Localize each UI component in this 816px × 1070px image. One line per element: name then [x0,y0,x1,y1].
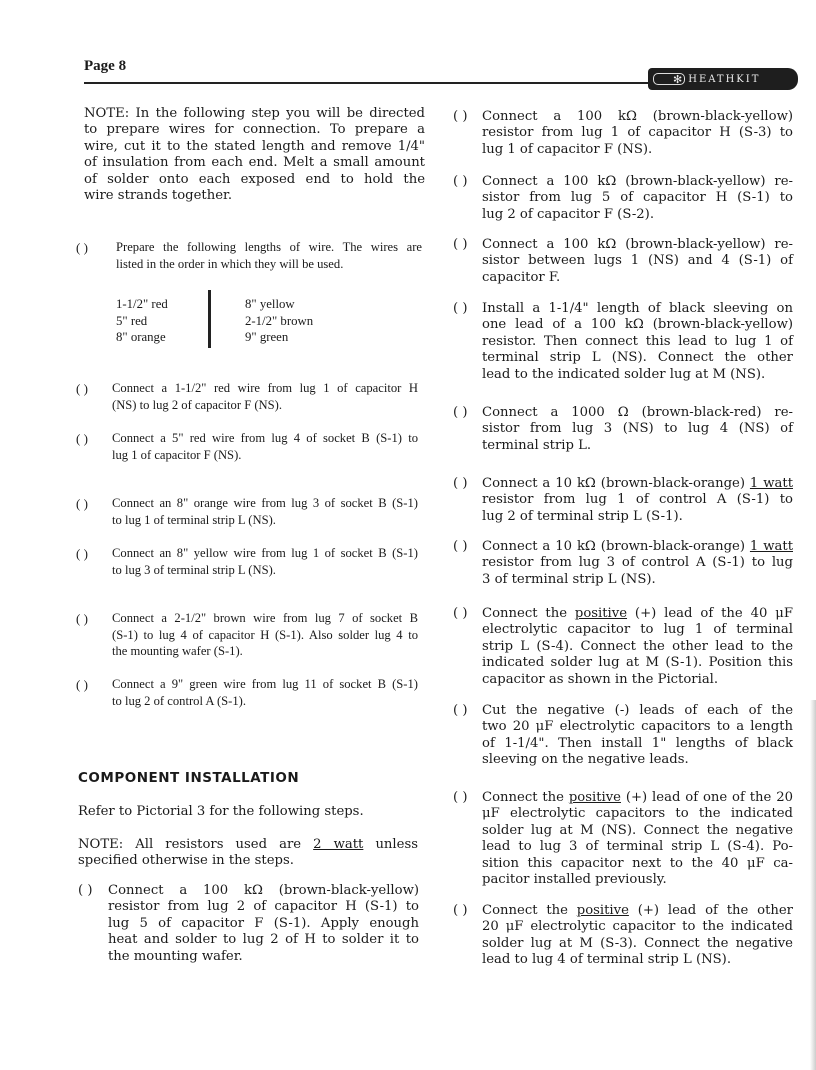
underlined-text: 2 watt [313,837,364,852]
text-run: Connect a 10 kΩ (brown-black-orange) [482,539,750,554]
refer-paragraph [78,804,418,820]
step-item [482,174,793,223]
step-item [482,790,793,888]
checkbox[interactable]: ( ) [453,703,468,718]
text-line [482,606,793,622]
text-line: specified otherwise in the steps. [78,853,294,869]
text-line: capacitor F. [482,269,561,285]
text-line: lead to lug 3 of terminal strip L (S-4). Po- [482,839,793,855]
checkbox[interactable]: ( ) [453,405,468,420]
text-line: the mounting wafer. [108,948,243,964]
text-line: 3 of terminal strip L (NS). [482,571,656,587]
text-line: 5" red [116,313,148,328]
checkbox[interactable]: ( ) [76,611,88,626]
text-line: Connect a 100 kΩ (brown-black-yellow) [108,883,419,898]
underlined-text: positive [568,790,621,805]
text-line: Cut the negative (-) leads of each of the [482,703,793,718]
wire-list-col1 [116,296,168,346]
text-line: Connect a 1-1/2" red wire from lug 1 of capacitor H [112,381,418,395]
text-line: resistor. Then connect this lead to lug 1 of [482,333,793,349]
step-item [482,109,793,158]
heathkit-logo [648,68,798,90]
text-line: Connect a 2-1/2" brown wire from lug 7 of socket B [112,611,418,625]
text-line: lug 1 of capacitor F (NS). [112,447,242,462]
text-line: NOTE: In the following step you will be directed [84,106,425,121]
text-line: Connect a 100 kΩ (brown-black-yellow) re- [482,174,793,189]
underlined-text: positive [574,606,628,621]
text-line: to lug 2 of control A (S-1). [112,693,246,708]
text-line: lug 2 of capacitor F (S-2). [482,206,655,222]
text-line: sleeving on the negative leads. [482,752,689,768]
checkbox[interactable]: ( ) [78,883,93,898]
prepare-wires-step [116,239,422,272]
wire-list-divider [208,290,211,348]
text-line [482,539,793,555]
text-line: one lead of a 100 kΩ (brown-black-yellow) [482,317,793,333]
text-line: 1-1/2" red [116,297,168,311]
text-line: resistor from lug 3 of control A (S-1) to lug [482,555,793,571]
text-line: lead to the indicated solder lug at M (NS). [482,366,766,382]
text-line: (S-1) to lug 4 of capacitor H (S-1). Also solder lug 4 to [112,627,418,642]
text-line: Connect a 5" red wire from lug 4 of socket B (S-1) to [112,431,418,445]
step-item [482,903,793,969]
text-line: listed in the order in which they will be used. [116,256,344,271]
checkbox[interactable]: ( ) [453,109,468,124]
checkbox[interactable]: ( ) [453,606,468,621]
text-line: the mounting wafer (S-1). [112,644,243,658]
text-line: 2-1/2" brown [245,313,314,328]
text-line: Refer to Pictorial 3 for the following steps. [78,804,364,819]
checkbox[interactable]: ( ) [453,237,468,252]
step-item [482,476,793,525]
text-line: (NS) to lug 2 of capacitor F (NS). [112,397,282,412]
text-line: pacitor installed previously. [482,872,667,888]
text-line: resistor from lug 1 of capacitor H (S-3) to [482,125,793,141]
text-line: lead to lug 4 of terminal strip L (NS). [482,952,732,968]
checkbox[interactable]: ( ) [453,539,468,554]
text-line: 20 μF electrolytic capacitor to the indicated [482,919,793,935]
text-line: two 20 μF electrolytic capacitors to a length [482,719,793,735]
checkbox[interactable]: ( ) [453,476,468,491]
text-line: wire strands together. [84,188,233,204]
text-line: of 1-1/4". Then install 1" lengths of black [482,735,793,751]
text-line: sistor from lug 5 of capacitor H (S-1) to [482,190,793,206]
text-run: Connect the [482,790,569,805]
text-line: Connect a 100 kΩ (brown-black-yellow) [482,109,793,124]
text-run: (+) lead of one of the 20 [620,790,793,805]
checkbox[interactable]: ( ) [453,790,468,805]
checkbox[interactable]: ( ) [453,301,468,316]
text-line: solder lug at M (S-3). Connect the negative [482,935,793,951]
checkbox[interactable]: ( ) [453,174,468,189]
step-item [112,610,418,660]
text-line: resistor from lug 1 of control A (S-1) to [482,492,793,508]
text-line: Connect a 9" green wire from lug 11 of socket B (S-1) [112,677,418,691]
text-line: 9" green [245,330,289,344]
note-paragraph [84,106,425,204]
step-item [112,380,418,413]
text-line: indicated solder lug at M (S-1). Position this [482,655,793,671]
header-rule [84,82,650,84]
tube-icon [653,73,685,85]
brand-name: HEATHKIT [688,73,761,85]
step-item [482,606,793,688]
section-heading: COMPONENT INSTALLATION [78,770,300,786]
checkbox[interactable]: ( ) [76,496,88,511]
underlined-text: 1 watt [749,539,793,554]
atom-icon: ✻ [673,72,683,86]
text-run: unless [363,837,418,852]
text-run: Connect the [482,606,575,621]
step-item [112,495,418,528]
text-line: terminal strip L. [482,437,592,453]
checkbox[interactable]: ( ) [76,677,88,692]
text-line: Connect a 1000 Ω (brown-black-red) re- [482,405,793,420]
text-line: strip L (S-4). Connect the other lead to the [482,638,793,654]
text-line: Connect an 8" yellow wire from lug 1 of socket B (S-1) [112,546,418,560]
text-line: Install a 1-1/4" length of black sleeving on [482,301,793,316]
step-item [112,545,418,578]
step-item [112,430,418,463]
text-line: to lug 3 of terminal strip L (NS). [112,562,276,577]
text-line [78,837,418,853]
text-line: sition this capacitor next to the 40 μF ca- [482,855,793,871]
underlined-text: 1 watt [749,476,793,491]
text-line: Connect an 8" orange wire from lug 3 of socket B (S-1) [112,496,418,510]
checkbox[interactable]: ( ) [76,240,88,255]
wire-list-col2 [245,296,313,346]
text-line: Prepare the following lengths of wire. The wires are [116,240,422,254]
resistor-note [78,837,418,870]
checkbox[interactable]: ( ) [76,381,88,396]
text-line: 8" orange [116,330,166,344]
text-line: wire, cut it to the stated length and remove 1/4" [84,138,425,154]
checkbox[interactable]: ( ) [453,903,468,918]
text-line: 8" yellow [245,297,295,311]
text-line: sistor from lug 3 (NS) to lug 4 (NS) of [482,421,793,437]
text-line [482,903,793,919]
text-line: to lug 1 of terminal strip L (NS). [112,512,276,527]
text-line: of solder onto each exposed end to hold the [84,171,425,187]
step-item [482,539,793,588]
step-item [482,405,793,454]
checkbox[interactable]: ( ) [76,546,88,561]
scan-edge-shadow [810,700,816,1070]
text-line: Connect a 100 kΩ (brown-black-yellow) re- [482,237,793,252]
underlined-text: positive [576,903,629,918]
text-line: heat and solder to lug 2 of H to solder it to [108,932,419,948]
text-line [482,790,793,806]
text-line: solder lug at M (NS). Connect the negative [482,822,793,838]
checkbox[interactable]: ( ) [76,431,88,446]
step-item [482,301,793,383]
text-line: lug 1 of capacitor F (NS). [482,141,653,157]
text-line: resistor from lug 2 of capacitor H (S-1) to [108,899,419,915]
text-line: sistor between lugs 1 (NS) and 4 (S-1) of [482,253,793,269]
text-run: Connect a 10 kΩ (brown-black-orange) [482,476,750,491]
text-line: to prepare wires for connection. To prepare a [84,122,425,138]
step-item [482,237,793,286]
text-run: NOTE: All resistors used are [78,837,314,852]
step-item [112,676,418,709]
text-run: Connect the [482,903,577,918]
text-line: lug 2 of terminal strip L (S-1). [482,508,683,524]
text-line: lug 5 of capacitor F (S-1). Apply enough [108,915,419,931]
text-line: electrolytic capacitor to lug 1 of terminal [482,622,793,638]
text-line: capacitor as shown in the Pictorial. [482,671,719,687]
step-item [482,703,793,769]
text-line: of insulation from each end. Melt a small amount [84,155,425,171]
step-item [108,883,419,965]
text-run: (+) lead of the other [628,903,793,918]
text-run: (+) lead of the 40 μF [627,606,793,621]
page-number: Page 8 [84,58,127,74]
text-line: μF electrolytic capacitors to the indicated [482,806,793,822]
text-line [482,476,793,492]
text-line: terminal strip L (NS). Connect the other [482,350,793,366]
